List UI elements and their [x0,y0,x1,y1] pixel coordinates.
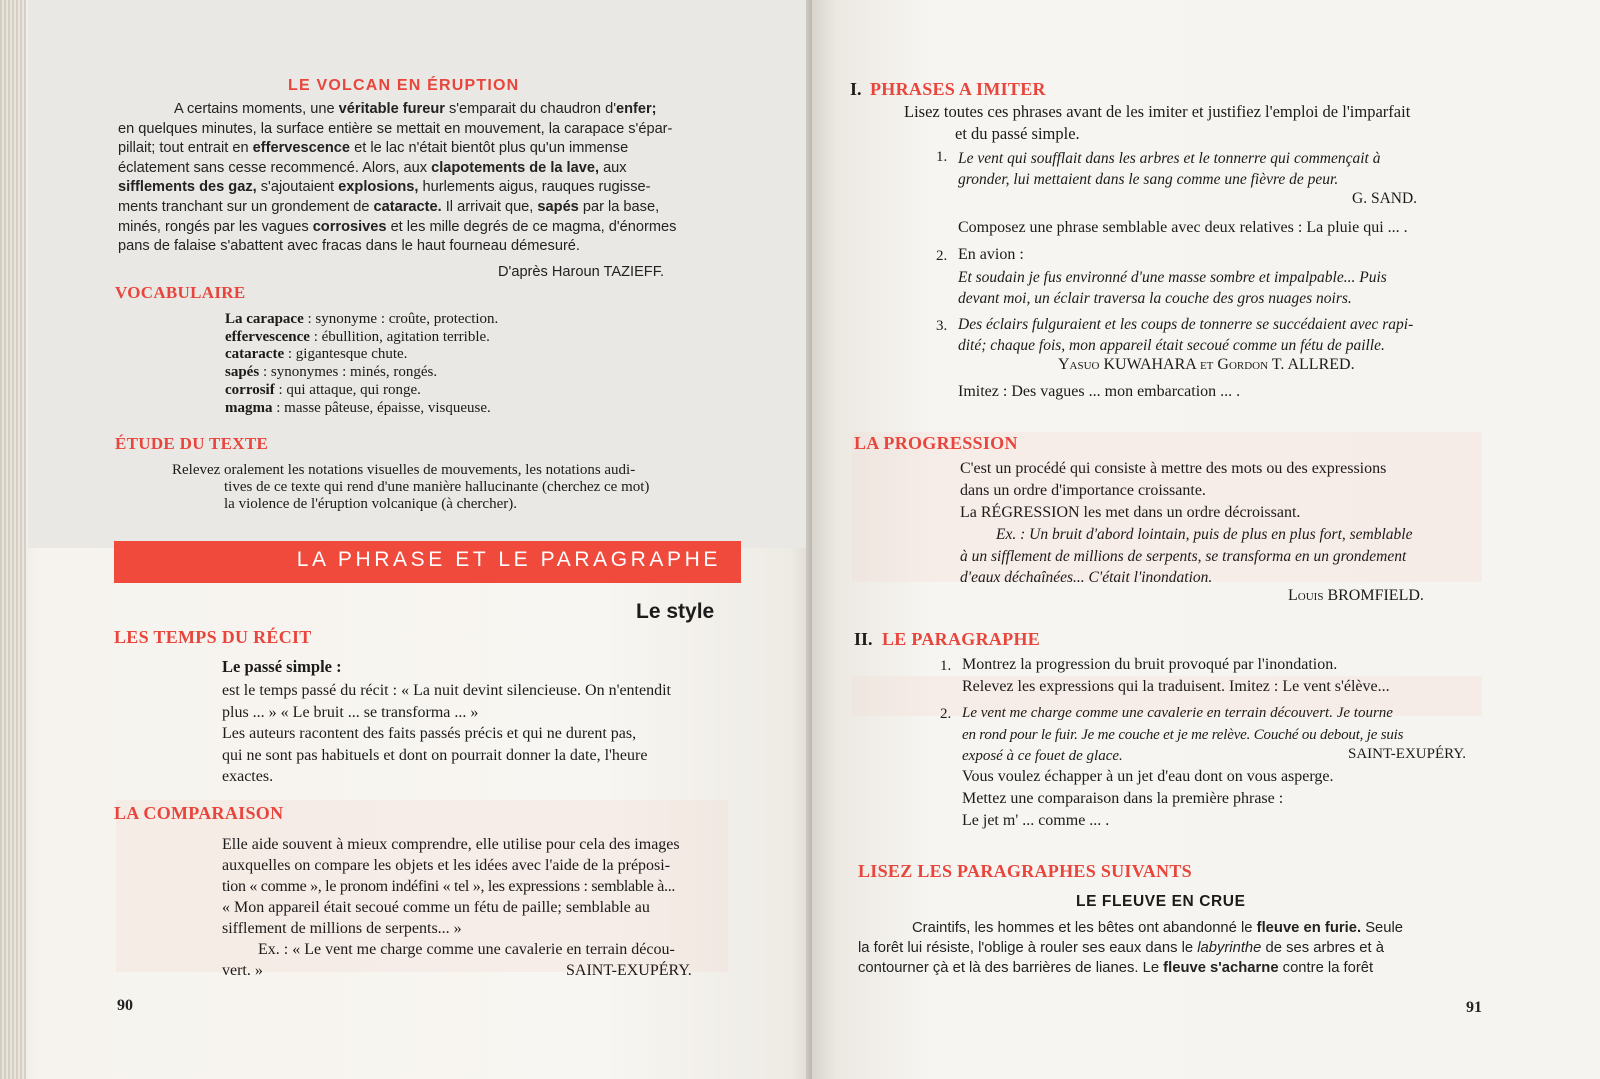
progression-example-line: à un sifflement de millions de serpents, se transforma en un grondement [960,547,1407,565]
vocabulaire-title: VOCABULAIRE [115,283,246,302]
para-item2-number: 2. [940,706,952,722]
temps-subtitle: Le passé simple : [222,657,342,676]
right-page [812,0,1600,1079]
progression-example-line: Ex. : Un bruit d'abord lointain, puis de plus en plus fort, semblable [996,526,1413,543]
para-item2-line: exposé à ce fouet de glace. [962,748,1123,764]
comparaison-line: Elle aide souvent à mieux comprendre, elle utilise pour cela des images [222,836,680,853]
progression-text [960,458,1480,524]
item2-line: Et soudain je fus environné d'une masse sombre et impalpable... Puis [958,269,1387,286]
fleuve-text [858,918,1486,978]
fleuve-line: contourner çà et là des barrières de lianes. Le fleuve s'acharne contre la forêt [858,960,1374,976]
imiter-title: PHRASES A IMITER [870,79,1046,99]
item1-task: Composez une phrase semblable avec deux relatives : La pluie qui ... . [958,219,1408,236]
para-item2-attribution: SAINT-EXUPÉRY. [1348,746,1466,762]
progression-example-line: d'eaux déchaînées... C'était l'inondation. [960,569,1213,586]
item3-text [958,314,1478,356]
item1-attribution: G. SAND. [1352,190,1418,207]
item2-text [958,267,1478,309]
volcan-line: pillait; tout entrait en effervescence et le lac n'était bientôt plus qu'un immense [118,140,629,157]
item2-label: En avion : [958,246,1024,263]
comparaison-title: LA COMPARAISON [114,803,284,823]
item3-number: 3. [936,318,948,334]
comparaison-line: sifflement de millions de serpents... » [222,920,462,937]
comparaison-line: vert. » [222,962,263,979]
item2-number: 2. [936,248,948,264]
volcan-line: en quelques minutes, la surface entière se mettait en mouvement, la carapace s'épar- [118,120,673,137]
imiter-intro-line: Lisez toutes ces phrases avant de les imiter et justifiez l'emploi de l'imparfait [904,102,1411,121]
vocab-item: La carapace : synonyme : croûte, protection. [225,311,499,327]
progression-example [960,524,1480,589]
para-item1-line: Montrez la progression du bruit provoqué par l'inondation. [962,656,1338,673]
vocab-item: sapés : synonymes : minés, rongés. [225,364,438,381]
etude-line: Relevez oralement les notations visuelles de mouvements, les notations audi- [172,462,636,478]
etude-text [172,462,744,513]
para-item1-line: Relevez les expressions qui la traduisent. Imitez : Le vent s'élève... [962,678,1390,695]
comparaison-line: auxquelles on compare les objets et les idées avec l'aide de la préposi- [222,857,671,874]
comparaison-line: « Mon appareil était secoué comme un fétu de paille; semblable au [222,899,650,916]
item1-number: 1. [936,149,948,165]
comparaison-attribution: SAINT-EXUPÉRY. [566,962,692,979]
vocab-item: magma : masse pâteuse, épaisse, visqueuse. [225,399,491,416]
page-edge-stack [0,0,26,1079]
para-task-line: Mettez une comparaison dans la première phrase : [962,790,1284,807]
temps-line: qui ne sont pas habituels et dont on pourrait donner la date, l'heure [222,746,648,764]
etude-line: tives de ce texte qui rend d'une manière hallucinante (cherchez ce mot) [224,479,650,495]
comparaison-line: tion « comme », le pronom indéfini « tel », les expressions : semblable à... [222,878,676,895]
vocab-item: cataracte : gigantesque chute. [225,346,408,363]
fleuve-line: la forêt lui résiste, l'oblige à rouler ses eaux dans le labyrinthe de ses arbres et à [858,940,1384,956]
para-item2-line: Le vent me charge comme une cavalerie en terrain découvert. Je tourne [962,705,1393,721]
paragraphe-title: LE PARAGRAPHE [882,629,1041,649]
volcan-line: minés, rongés par les vagues corrosives et les mille degrés de ce magma, d'énormes [118,218,677,235]
lisez-title: LISEZ LES PARAGRAPHES SUIVANTS [858,861,1192,881]
page-number-left: 90 [117,997,133,1014]
volcan-line: éclatement sans cesse recommencé. Alors, aux clapotements de la lave, aux [118,159,627,176]
volcan-line: ments tranchant sur un grondement de cataracte. Il arrivait que, sapés par la base, [118,198,660,215]
style-title: Le style [636,600,715,623]
comparaison-text [222,834,744,981]
paragraphe-numeral: II. [854,629,873,649]
para-item2-tasks [962,766,1482,832]
section-banner [114,541,741,583]
item3-line: dité; chaque fois, mon appareil était secoué comme un fétu de paille. [958,337,1385,354]
progression-attribution: Louis BROMFIELD. [1288,587,1424,604]
etude-line: la violence de l'éruption volcanique (à chercher). [224,496,517,512]
progression-title: LA PROGRESSION [854,433,1018,453]
vocab-item: effervescence : ébullition, agitation terrible. [225,328,490,345]
volcan-line: sifflements des gaz, s'ajoutaient explosions, hurlements aigus, rauques rugisse- [118,179,651,196]
page-number-right: 91 [1466,999,1482,1016]
comparaison-line: Ex. : « Le vent me charge comme une cavalerie en terrain décou- [258,941,675,958]
para-task-line: Vous voulez échapper à un jet d'eau dont on vous asperge. [962,768,1334,785]
item3-line: Des éclairs fulguraient et les coups de tonnerre se succédaient avec rapi- [958,316,1414,333]
volcan-line: A certains moments, une véritable fureur s'emparait du chaudron d'enfer; [174,101,657,117]
item2-line: devant moi, un éclair traversa la couche des gros nuages noirs. [958,290,1352,307]
temps-line: plus ... » « Le bruit ... se transforma ... » [222,703,479,721]
temps-text [222,680,744,788]
temps-line: est le temps passé du récit : « La nuit devint silencieuse. On n'entendit [222,682,671,699]
fleuve-line: Craintifs, les hommes et les bêtes ont abandonné le fleuve en furie. Seule [912,920,1404,936]
etude-title: ÉTUDE DU TEXTE [115,434,269,453]
para-item2-line: en rond pour le fuir. Je me couche et je me relève. Couché ou debout, je suis [962,726,1404,743]
fleuve-title: LE FLEUVE EN CRUE [1076,893,1246,910]
progression-line: La RÉGRESSION les met dans un ordre décroissant. [960,504,1301,521]
vocab-item: corrosif : qui attaque, qui ronge. [225,381,421,398]
volcan-text [118,100,746,257]
para-item1-text [962,654,1492,698]
item1-line: gronder, lui mettaient dans le sang comme une fièvre de peur. [958,171,1339,188]
imiter-numeral: I. [850,79,862,99]
imiter-intro [904,101,1410,145]
progression-line: C'est un procédé qui consiste à mettre des mots ou des expressions [960,460,1387,477]
item3-task: Imitez : Des vagues ... mon embarcation ... . [958,383,1241,400]
vocabulaire-list [225,311,498,417]
para-task-line: Le jet m' ... comme ... . [962,812,1110,829]
progression-line: dans un ordre d'importance croissante. [960,482,1206,499]
imiter-intro-line: et du passé simple. [955,124,1080,143]
item1-text [958,148,1478,190]
volcan-attribution: D'après Haroun TAZIEFF. [498,264,665,280]
temps-title: LES TEMPS DU RÉCIT [114,627,312,647]
temps-line: exactes. [222,768,274,785]
para-item1-number: 1. [940,658,952,674]
item1-line: Le vent qui soufflait dans les arbres et le tonnerre qui commençait à [958,150,1381,167]
volcan-line: pans de falaise s'abattent avec fracas dans le haut fourneau démesuré. [118,238,580,255]
volcan-title: LE VOLCAN EN ÉRUPTION [288,77,520,94]
item3-attribution: Yasuo KUWAHARA et Gordon T. ALLRED. [1058,356,1355,373]
banner-label: LA PHRASE ET LE PARAGRAPHE [296,548,721,571]
temps-line: Les auteurs racontent des faits passés précis et qui ne durent pas, [222,725,637,742]
